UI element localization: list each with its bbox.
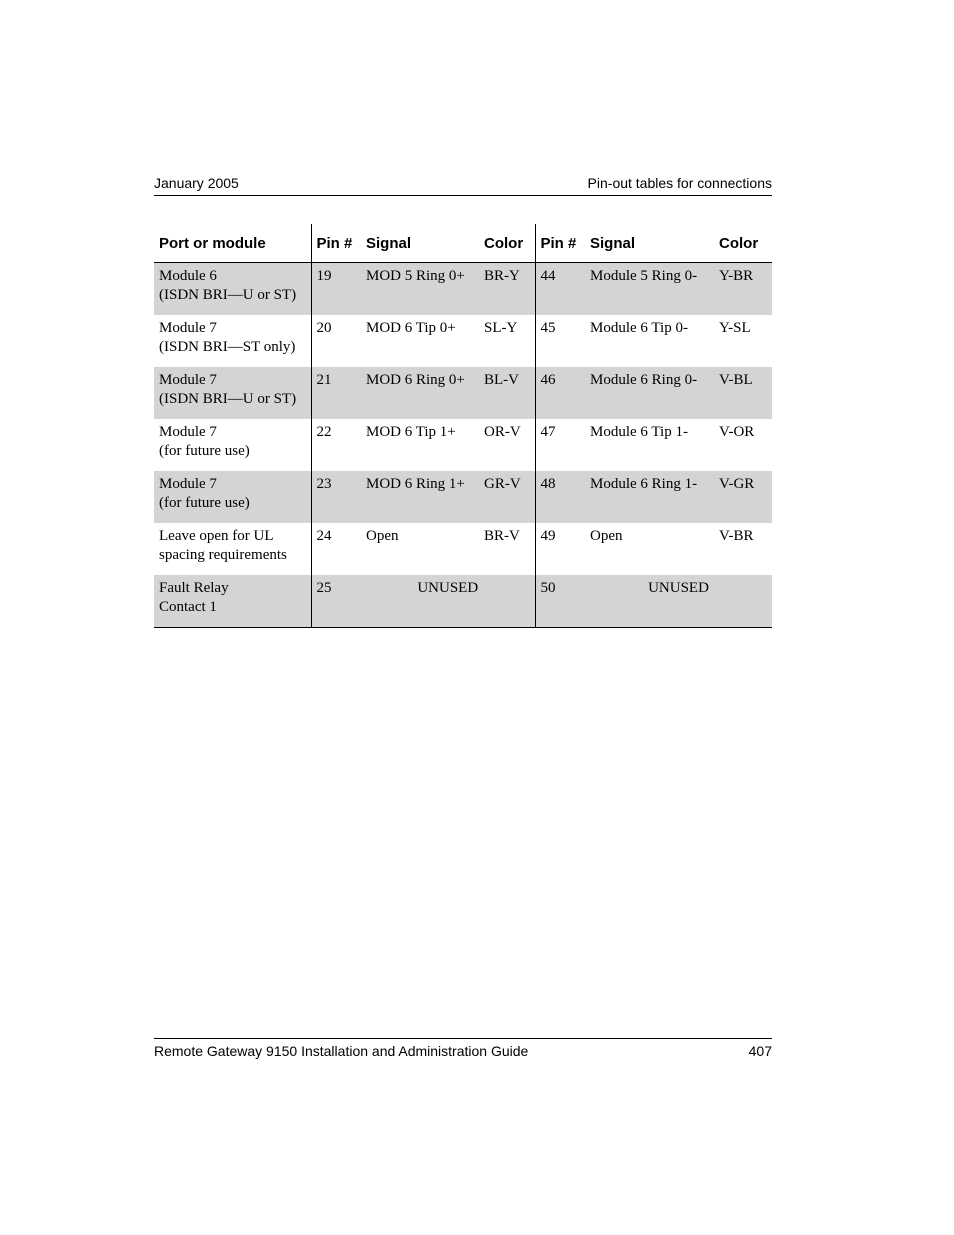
port-cell: Fault Relay Contact 1 bbox=[154, 575, 311, 628]
page-footer bbox=[154, 1038, 772, 1059]
signal-cell: MOD 6 Ring 1+ bbox=[361, 471, 479, 523]
pinout-table bbox=[154, 224, 772, 628]
pin-cell-2: 49 bbox=[535, 523, 585, 575]
signal-cell-2: UNUSED bbox=[585, 575, 772, 628]
header-section-title: Pin-out tables for connections bbox=[587, 175, 772, 191]
port-cell: Leave open for UL spacing requirements bbox=[159, 528, 287, 563]
pin-cell-2: 48 bbox=[535, 471, 585, 523]
table-row bbox=[154, 263, 772, 316]
signal-cell-2: Module 6 Ring 0- bbox=[585, 367, 714, 419]
color-cell: BL-V bbox=[479, 367, 535, 419]
pin-cell: 20 bbox=[311, 315, 361, 367]
signal-cell: MOD 6 Tip 1+ bbox=[366, 424, 456, 440]
pin-cell-2: 46 bbox=[535, 367, 585, 419]
table-row bbox=[154, 315, 772, 367]
signal-cell: MOD 5 Ring 0+ bbox=[361, 263, 479, 316]
color-cell-2: V-OR bbox=[719, 424, 755, 440]
signal-cell: UNUSED bbox=[361, 575, 535, 628]
pin-cell-2: 44 bbox=[535, 263, 585, 316]
page-header bbox=[154, 175, 772, 196]
port-cell: Module 6 (ISDN BRI—U or ST) bbox=[154, 263, 311, 316]
color-cell-2: V-BL bbox=[714, 367, 772, 419]
signal-cell: MOD 6 Ring 0+ bbox=[361, 367, 479, 419]
table-header-row bbox=[154, 224, 772, 263]
table-row bbox=[154, 367, 772, 419]
signal-cell: Open bbox=[366, 528, 399, 544]
col-header-signal: Signal bbox=[361, 224, 479, 263]
col-header-pin-2: Pin # bbox=[535, 224, 585, 263]
table-row bbox=[154, 523, 772, 575]
col-header-port: Port or module bbox=[154, 224, 311, 263]
pin-cell: 25 bbox=[311, 575, 361, 628]
signal-cell-2: Module 6 Ring 1- bbox=[585, 471, 714, 523]
color-cell: SL-Y bbox=[484, 320, 518, 336]
col-header-signal-2: Signal bbox=[585, 224, 714, 263]
table-row bbox=[154, 419, 772, 471]
pin-cell: 21 bbox=[311, 367, 361, 419]
port-cell: Module 7 (ISDN BRI—U or ST) bbox=[154, 367, 311, 419]
col-header-pin: Pin # bbox=[311, 224, 361, 263]
signal-cell-2: Module 6 Tip 1- bbox=[590, 424, 688, 440]
table-row bbox=[154, 471, 772, 523]
color-cell-2: Y-SL bbox=[719, 320, 751, 336]
col-header-color: Color bbox=[479, 224, 535, 263]
table-row bbox=[154, 575, 772, 628]
port-cell: Module 7 (ISDN BRI—ST only) bbox=[159, 320, 296, 355]
pin-cell: 22 bbox=[311, 419, 361, 471]
pin-cell: 24 bbox=[311, 523, 361, 575]
color-cell: BR-V bbox=[484, 528, 520, 544]
signal-cell-2: Open bbox=[590, 528, 623, 544]
color-cell: OR-V bbox=[484, 424, 521, 440]
pin-cell-2: 50 bbox=[535, 575, 585, 628]
color-cell: BR-Y bbox=[479, 263, 535, 316]
signal-cell: MOD 6 Tip 0+ bbox=[366, 320, 456, 336]
page-number: 407 bbox=[748, 1043, 772, 1059]
pin-cell-2: 45 bbox=[535, 315, 585, 367]
pin-cell: 19 bbox=[311, 263, 361, 316]
color-cell: GR-V bbox=[479, 471, 535, 523]
pin-cell: 23 bbox=[311, 471, 361, 523]
color-cell-2: Y-BR bbox=[714, 263, 772, 316]
signal-cell-2: Module 6 Tip 0- bbox=[590, 320, 688, 336]
header-date: January 2005 bbox=[154, 175, 239, 191]
pin-cell-2: 47 bbox=[535, 419, 585, 471]
signal-cell-2: Module 5 Ring 0- bbox=[585, 263, 714, 316]
port-cell: Module 7 (for future use) bbox=[154, 471, 311, 523]
footer-guide-title: Remote Gateway 9150 Installation and Administration Guide bbox=[154, 1043, 529, 1059]
col-header-color-2: Color bbox=[714, 224, 772, 263]
color-cell-2: V-GR bbox=[714, 471, 772, 523]
port-cell: Module 7 (for future use) bbox=[159, 424, 250, 459]
color-cell-2: V-BR bbox=[719, 528, 754, 544]
